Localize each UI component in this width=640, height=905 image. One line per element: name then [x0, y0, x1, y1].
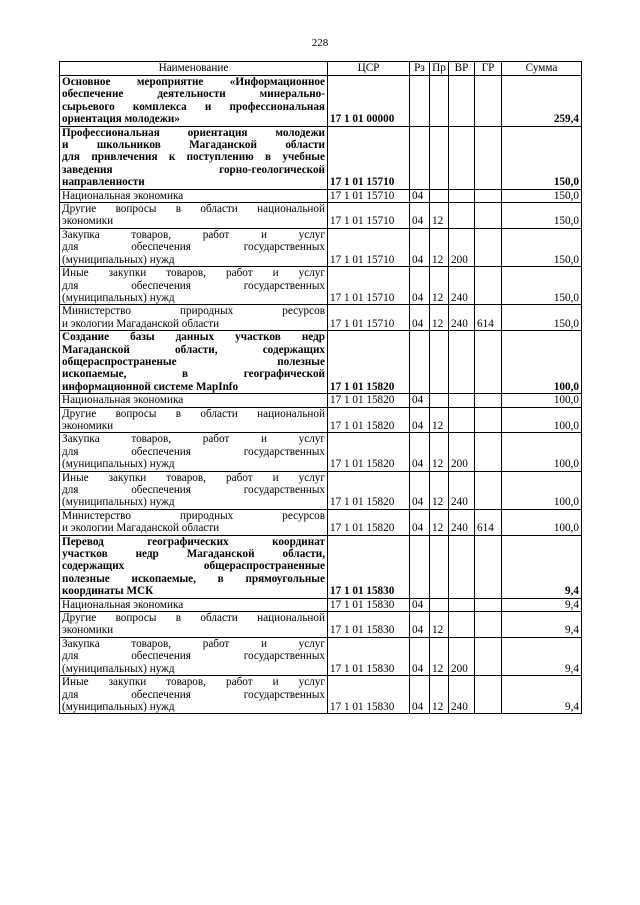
row-name — [60, 612, 328, 638]
row-name — [60, 598, 328, 611]
row-name — [60, 637, 328, 675]
row-name-line: обеспечение деятельности минерально- — [62, 88, 325, 101]
row-pr: 12 — [430, 676, 449, 714]
row-csr: 17 1 01 15710 — [328, 126, 410, 189]
table-row — [60, 509, 582, 535]
row-rz: 04 — [410, 637, 430, 675]
row-csr: 17 1 01 15820 — [328, 471, 410, 509]
row-vr: 240 — [449, 509, 475, 535]
row-rz: 04 — [410, 228, 430, 266]
row-vr — [449, 535, 475, 598]
header-csr: ЦСР — [328, 62, 410, 76]
row-name-line: участков недр Магаданской области, — [62, 548, 325, 561]
row-name-line: Перевод географических координат — [62, 535, 325, 548]
row-gr — [475, 433, 502, 471]
row-sum: 100,0 — [502, 394, 582, 407]
row-pr — [430, 535, 449, 598]
row-name-line: (муниципальных) нужд — [62, 496, 175, 509]
table-row — [60, 535, 582, 598]
row-name-line: содержащих общераспространенные — [62, 560, 325, 573]
row-csr: 17 1 01 15710 — [328, 203, 410, 229]
row-name-line: Министерство природных ресурсов — [62, 305, 325, 318]
header-rz: Рз — [410, 62, 430, 76]
row-name — [60, 394, 328, 407]
row-name-line: (муниципальных) нужд — [62, 253, 175, 266]
row-name-line: общераспространеные полезные — [62, 355, 325, 368]
row-rz: 04 — [410, 598, 430, 611]
row-pr — [430, 331, 449, 394]
row-name — [60, 228, 328, 266]
row-csr: 17 1 01 15820 — [328, 394, 410, 407]
row-gr — [475, 267, 502, 305]
row-sum: 150,0 — [502, 267, 582, 305]
row-name-line: и экологии Магаданской области — [62, 317, 220, 330]
row-sum: 150,0 — [502, 228, 582, 266]
row-vr: 200 — [449, 637, 475, 675]
row-name-line: Национальная экономика — [62, 394, 184, 407]
row-sum: 100,0 — [502, 471, 582, 509]
row-rz: 04 — [410, 267, 430, 305]
row-gr — [475, 126, 502, 189]
row-name — [60, 407, 328, 433]
row-name — [60, 76, 328, 127]
row-csr: 17 1 01 00000 — [328, 76, 410, 127]
row-sum: 150,0 — [502, 203, 582, 229]
row-csr: 17 1 01 15830 — [328, 535, 410, 598]
row-name-line: (муниципальных) нужд — [62, 662, 175, 675]
row-pr: 12 — [430, 509, 449, 535]
row-name-line: Закупка товаров, работ и услуг — [62, 637, 325, 650]
row-csr: 17 1 01 15830 — [328, 612, 410, 638]
row-sum: 9,4 — [502, 598, 582, 611]
row-pr: 12 — [430, 228, 449, 266]
row-name-line: и экологии Магаданской области — [62, 522, 220, 535]
table-row — [60, 471, 582, 509]
row-rz: 04 — [410, 407, 430, 433]
row-rz — [410, 331, 430, 394]
row-name-line: Иные закупки товаров, работ и услуг — [62, 471, 325, 484]
row-name-line: ориентация молодежи» — [62, 113, 180, 126]
table-row — [60, 433, 582, 471]
row-gr — [475, 394, 502, 407]
table-row — [60, 637, 582, 675]
row-name-line: заведения горно-геологической — [62, 163, 325, 176]
row-name-line: Основное мероприятие «Информационное — [62, 76, 325, 88]
row-vr — [449, 76, 475, 127]
row-csr: 17 1 01 15710 — [328, 267, 410, 305]
header-vr: ВР — [449, 62, 475, 76]
row-vr — [449, 612, 475, 638]
row-sum: 150,0 — [502, 305, 582, 331]
row-gr — [475, 612, 502, 638]
row-gr — [475, 331, 502, 394]
row-rz: 04 — [410, 509, 430, 535]
table-row — [60, 76, 582, 127]
row-csr: 17 1 01 15820 — [328, 509, 410, 535]
row-sum: 9,4 — [502, 637, 582, 675]
row-name-line: Другие вопросы в области национальной — [62, 407, 325, 420]
row-pr: 12 — [430, 407, 449, 433]
table-row — [60, 676, 582, 714]
row-vr: 240 — [449, 267, 475, 305]
row-csr: 17 1 01 15830 — [328, 598, 410, 611]
row-rz — [410, 76, 430, 127]
row-rz: 04 — [410, 394, 430, 407]
row-csr: 17 1 01 15820 — [328, 433, 410, 471]
row-pr: 12 — [430, 471, 449, 509]
table-row — [60, 305, 582, 331]
row-gr — [475, 189, 502, 202]
row-vr: 200 — [449, 228, 475, 266]
row-name-line: Национальная экономика — [62, 598, 184, 611]
table-body — [60, 76, 582, 714]
row-sum: 100,0 — [502, 331, 582, 394]
row-name — [60, 331, 328, 394]
row-rz: 04 — [410, 471, 430, 509]
row-csr: 17 1 01 15820 — [328, 407, 410, 433]
row-pr — [430, 598, 449, 611]
row-name-line: Национальная экономика — [62, 189, 184, 202]
row-name-line: полезные ископаемые, в прямоугольные — [62, 572, 325, 585]
table-row — [60, 228, 582, 266]
header-name: Наименование — [60, 62, 328, 76]
row-gr — [475, 471, 502, 509]
page-number: 228 — [311, 37, 329, 49]
row-pr — [430, 394, 449, 407]
row-name-line: Министерство природных ресурсов — [62, 509, 325, 522]
row-name-line: информационной системе MapInfo — [62, 380, 239, 393]
row-sum: 150,0 — [502, 126, 582, 189]
table-row — [60, 331, 582, 394]
row-name-line: для обеспечения государственных — [62, 688, 325, 701]
row-rz: 04 — [410, 203, 430, 229]
row-name-line: экономики — [62, 624, 114, 637]
row-vr — [449, 407, 475, 433]
row-rz: 04 — [410, 189, 430, 202]
budget-table — [59, 61, 582, 714]
row-vr — [449, 331, 475, 394]
row-gr — [475, 76, 502, 127]
row-name-line: для обеспечения государственных — [62, 279, 325, 292]
row-name — [60, 305, 328, 331]
row-sum: 100,0 — [502, 407, 582, 433]
row-sum: 9,4 — [502, 535, 582, 598]
row-vr — [449, 189, 475, 202]
row-name-line: сырьевого комплекса и профессиональная — [62, 100, 325, 113]
row-pr — [430, 76, 449, 127]
row-name — [60, 535, 328, 598]
table-row — [60, 189, 582, 202]
row-name-line: Создание базы данных участков недр — [62, 331, 325, 344]
row-csr: 17 1 01 15710 — [328, 189, 410, 202]
row-pr: 12 — [430, 305, 449, 331]
row-rz — [410, 126, 430, 189]
row-csr: 17 1 01 15830 — [328, 637, 410, 675]
table-row — [60, 267, 582, 305]
row-name-line: для привлечения к поступлению в учебные — [62, 151, 325, 164]
row-rz: 04 — [410, 612, 430, 638]
row-csr: 17 1 01 15710 — [328, 305, 410, 331]
row-pr: 12 — [430, 612, 449, 638]
row-name-line: Закупка товаров, работ и услуг — [62, 433, 325, 446]
row-name-line: для обеспечения государственных — [62, 241, 325, 254]
row-sum: 150,0 — [502, 189, 582, 202]
row-vr — [449, 598, 475, 611]
row-rz: 04 — [410, 676, 430, 714]
row-name — [60, 189, 328, 202]
row-sum: 100,0 — [502, 509, 582, 535]
row-name-line: Иные закупки товаров, работ и услуг — [62, 267, 325, 280]
row-name-line: (муниципальных) нужд — [62, 700, 175, 713]
row-gr — [475, 598, 502, 611]
table-row — [60, 598, 582, 611]
row-name — [60, 676, 328, 714]
row-name-line: для обеспечения государственных — [62, 484, 325, 496]
row-pr: 12 — [430, 637, 449, 675]
row-vr: 240 — [449, 305, 475, 331]
header-gr: ГР — [475, 62, 502, 76]
row-pr — [430, 126, 449, 189]
row-gr — [475, 676, 502, 714]
table-row — [60, 203, 582, 229]
row-name-line: экономики — [62, 215, 114, 228]
row-name-line: Закупка товаров, работ и услуг — [62, 228, 325, 241]
table-row — [60, 612, 582, 638]
table-row — [60, 407, 582, 433]
row-gr — [475, 637, 502, 675]
row-name-line: Иные закупки товаров, работ и услуг — [62, 676, 325, 689]
row-pr: 12 — [430, 433, 449, 471]
row-vr: 240 — [449, 471, 475, 509]
table-row — [60, 126, 582, 189]
row-sum: 259,4 — [502, 76, 582, 127]
row-name-line: для обеспечения государственных — [62, 650, 325, 663]
row-name-line: для обеспечения государственных — [62, 445, 325, 458]
row-csr: 17 1 01 15830 — [328, 676, 410, 714]
header-pr: Пр — [430, 62, 449, 76]
row-name-line: ископаемые, в географической — [62, 368, 325, 381]
row-csr: 17 1 01 15820 — [328, 331, 410, 394]
row-rz: 04 — [410, 433, 430, 471]
row-name-line: Другие вопросы в области национальной — [62, 612, 325, 625]
row-pr: 12 — [430, 203, 449, 229]
row-name-line: (муниципальных) нужд — [62, 458, 175, 471]
row-name — [60, 509, 328, 535]
row-name-line: (муниципальных) нужд — [62, 291, 175, 304]
row-csr: 17 1 01 15710 — [328, 228, 410, 266]
row-name-line: Другие вопросы в области национальной — [62, 203, 325, 216]
header-sum: Сумма — [502, 62, 582, 76]
row-name — [60, 267, 328, 305]
row-gr: 614 — [475, 305, 502, 331]
row-rz: 04 — [410, 305, 430, 331]
table-row — [60, 394, 582, 407]
row-gr — [475, 203, 502, 229]
row-name — [60, 126, 328, 189]
row-name-line: координаты МСК — [62, 585, 154, 598]
table-header-row — [60, 62, 582, 76]
row-gr — [475, 407, 502, 433]
row-name — [60, 203, 328, 229]
row-name-line: направленности — [62, 176, 145, 189]
row-vr — [449, 394, 475, 407]
row-vr: 240 — [449, 676, 475, 714]
row-sum: 100,0 — [502, 433, 582, 471]
row-name-line: экономики — [62, 419, 114, 432]
row-name — [60, 471, 328, 509]
row-vr — [449, 126, 475, 189]
row-gr — [475, 535, 502, 598]
row-sum: 9,4 — [502, 612, 582, 638]
row-vr: 200 — [449, 433, 475, 471]
row-sum: 9,4 — [502, 676, 582, 714]
row-vr — [449, 203, 475, 229]
row-gr: 614 — [475, 509, 502, 535]
row-name-line: Профессиональная ориентация молодежи — [62, 126, 325, 139]
row-pr — [430, 189, 449, 202]
row-name-line: и школьников Магаданской области — [62, 139, 325, 152]
row-name-line: Магаданской области, содержащих — [62, 343, 325, 356]
row-gr — [475, 228, 502, 266]
row-name — [60, 433, 328, 471]
row-pr: 12 — [430, 267, 449, 305]
row-rz — [410, 535, 430, 598]
